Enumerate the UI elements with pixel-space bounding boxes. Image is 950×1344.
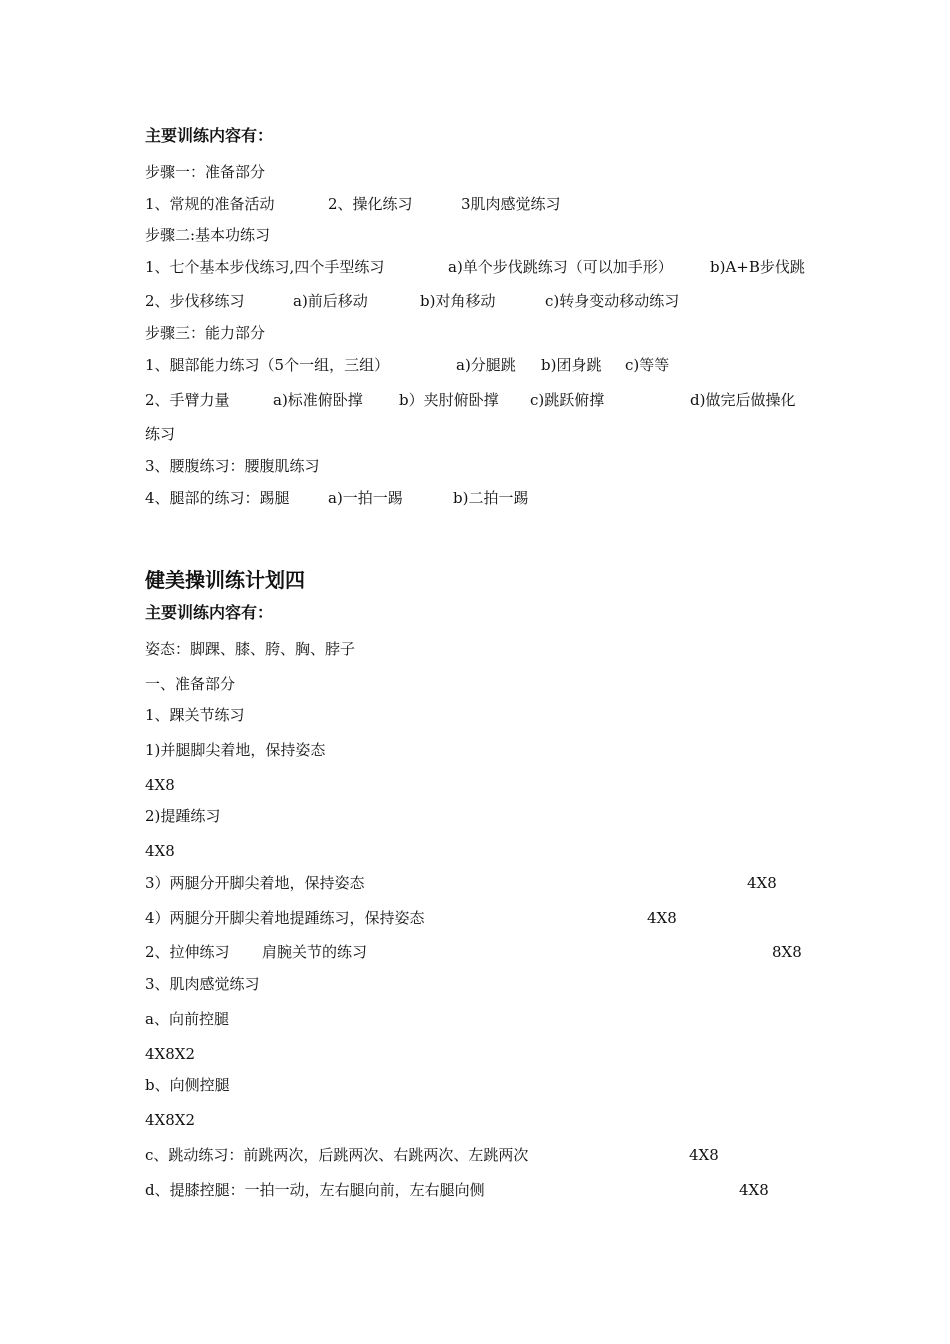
list-item: 3、肌肉感觉练习 <box>145 975 260 993</box>
list-item-continuation: 练习 <box>145 425 176 443</box>
text-segment: 1、腿部能力练习（5个一组，三组） <box>145 356 390 374</box>
rep-count: 8X8 <box>772 943 802 961</box>
rep-count: 4X8 <box>145 842 175 860</box>
text-segment: 2、步伐移练习 <box>145 292 245 310</box>
list-item: b、向侧控腿 <box>145 1076 230 1094</box>
text-segment: d)做完后做操化 <box>690 391 796 409</box>
list-item: a、向前控腿 <box>145 1010 229 1028</box>
rep-count: 4X8X2 <box>145 1045 195 1063</box>
text-segment: b）夹肘俯卧撑 <box>399 391 499 409</box>
text-segment: 肩腕关节的练习 <box>262 943 368 961</box>
text-segment: a)前后移动 <box>293 292 368 310</box>
list-item: 2)提踵练习 <box>145 807 221 825</box>
text-segment: b)对角移动 <box>420 292 496 310</box>
text-segment: 3肌肉感觉练习 <box>461 195 561 213</box>
text-segment: c)转身变动移动练习 <box>545 292 680 310</box>
list-item: 1、踝关节练习 <box>145 706 245 724</box>
rep-count: 4X8 <box>145 776 175 794</box>
text-segment: b)A+B步伐跳 <box>710 258 805 276</box>
text-segment: 4、腿部的练习：踢腿 <box>145 489 290 507</box>
text-segment: 2、拉伸练习 <box>145 943 230 961</box>
list-item: 1)并腿脚尖着地，保持姿态 <box>145 741 326 759</box>
text-segment: 3）两腿分开脚尖着地，保持姿态 <box>145 874 365 892</box>
text-segment: a)标准俯卧撑 <box>273 391 363 409</box>
text-segment: 2、手臂力量 <box>145 391 230 409</box>
text-segment: b)二拍一踢 <box>453 489 529 507</box>
prep-section: 一、准备部分 <box>145 675 236 693</box>
step-one: 步骤一：准备部分 <box>145 163 266 181</box>
posture-line: 姿态：脚踝、膝、胯、胸、脖子 <box>145 640 356 658</box>
list-item: 3、腰腹练习：腰腹肌练习 <box>145 457 320 475</box>
rep-count: 4X8X2 <box>145 1111 195 1129</box>
text-segment: a)分腿跳 <box>456 356 516 374</box>
rep-count: 4X8 <box>689 1146 719 1164</box>
text-segment: 1、常规的准备活动 <box>145 195 275 213</box>
text-segment: d、提膝控腿：一拍一动，左右腿向前，左右腿向侧 <box>145 1181 485 1199</box>
rep-count: 4X8 <box>739 1181 769 1199</box>
text-segment: b)团身跳 <box>541 356 602 374</box>
rep-count: 4X8 <box>747 874 777 892</box>
text-segment: 1、七个基本步伐练习,四个手型练习 <box>145 258 385 276</box>
section-heading: 主要训练内容有： <box>145 126 274 145</box>
text-segment: c、跳动练习：前跳两次，后跳两次、右跳两次、左跳两次 <box>145 1146 529 1164</box>
section-heading: 主要训练内容有： <box>145 603 274 622</box>
text-segment: 4）两腿分开脚尖着地提踵练习，保持姿态 <box>145 909 425 927</box>
text-segment: a)单个步伐跳练习（可以加手形） <box>448 258 673 276</box>
text-segment: a)一拍一踢 <box>328 489 403 507</box>
plan-title: 健美操训练计划四 <box>145 568 305 592</box>
step-three: 步骤三：能力部分 <box>145 324 266 342</box>
step-two: 步骤二:基本功练习 <box>145 226 271 244</box>
text-segment: c)等等 <box>625 356 670 374</box>
rep-count: 4X8 <box>647 909 677 927</box>
text-segment: c)跳跃俯撑 <box>530 391 605 409</box>
text-segment: 2、操化练习 <box>328 195 413 213</box>
